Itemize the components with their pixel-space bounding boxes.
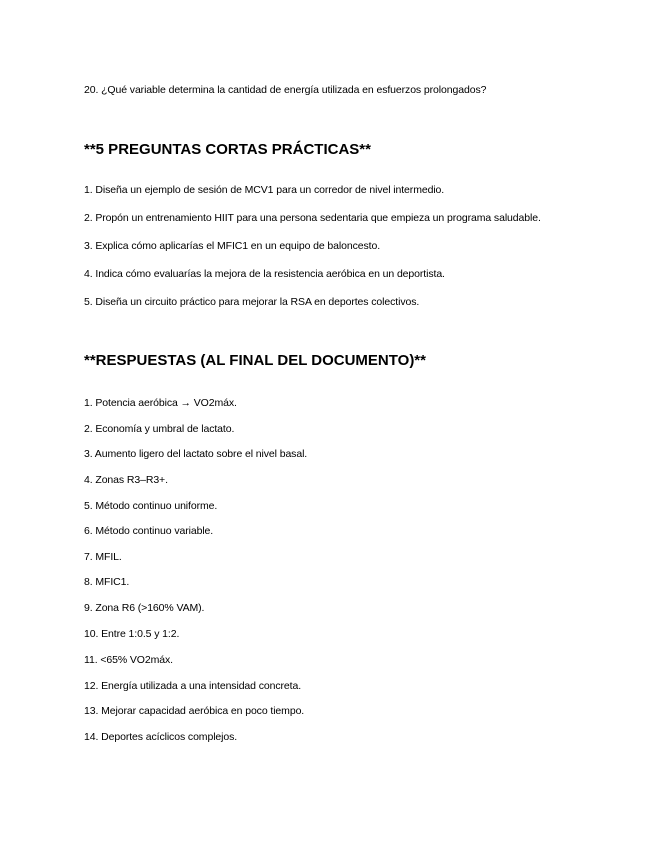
answer-7: 7. MFIL. (84, 551, 122, 563)
answer-9: 9. Zona R6 (>160% VAM). (84, 602, 205, 614)
answer-12: 12. Energía utilizada a una intensidad concreta. (84, 680, 302, 692)
practical-questions-heading: **5 PREGUNTAS CORTAS PRÁCTICAS** (84, 141, 371, 158)
answer-1: 1. Potencia aeróbica → VO2máx. (84, 397, 237, 409)
answer-4: 4. Zonas R3–R3+. (84, 474, 168, 486)
practical-question-5: 5. Diseña un circuito práctico para mejorar la RSA en deportes colectivos. (84, 296, 420, 308)
answer-14: 14. Deportes acíclicos complejos. (84, 731, 238, 743)
answer-13: 13. Mejorar capacidad aeróbica en poco tiempo. (84, 705, 305, 717)
answer-8: 8. MFIC1. (84, 576, 130, 588)
answer-5: 5. Método continuo uniforme. (84, 500, 218, 512)
answer-3: 3. Aumento ligero del lactato sobre el nivel basal. (84, 448, 308, 460)
practical-question-3: 3. Explica cómo aplicarías el MFIC1 en un equipo de baloncesto. (84, 240, 381, 252)
answers-heading: **RESPUESTAS (AL FINAL DEL DOCUMENTO)** (84, 352, 426, 369)
answer-11: 11. <65% VO2máx. (84, 654, 173, 666)
practical-question-4: 4. Indica cómo evaluarías la mejora de la resistencia aeróbica en un deportista. (84, 268, 445, 280)
question-20: 20. ¿Qué variable determina la cantidad de energía utilizada en esfuerzos prolongados? (84, 84, 487, 96)
answer-10: 10. Entre 1:0.5 y 1:2. (84, 628, 180, 640)
practical-question-2: 2. Propón un entrenamiento HIIT para una persona sedentaria que empieza un programa saludable. (84, 212, 541, 224)
answer-6: 6. Método continuo variable. (84, 525, 214, 537)
answer-2: 2. Economía y umbral de lactato. (84, 423, 235, 435)
practical-question-1: 1. Diseña un ejemplo de sesión de MCV1 para un corredor de nivel intermedio. (84, 184, 445, 196)
